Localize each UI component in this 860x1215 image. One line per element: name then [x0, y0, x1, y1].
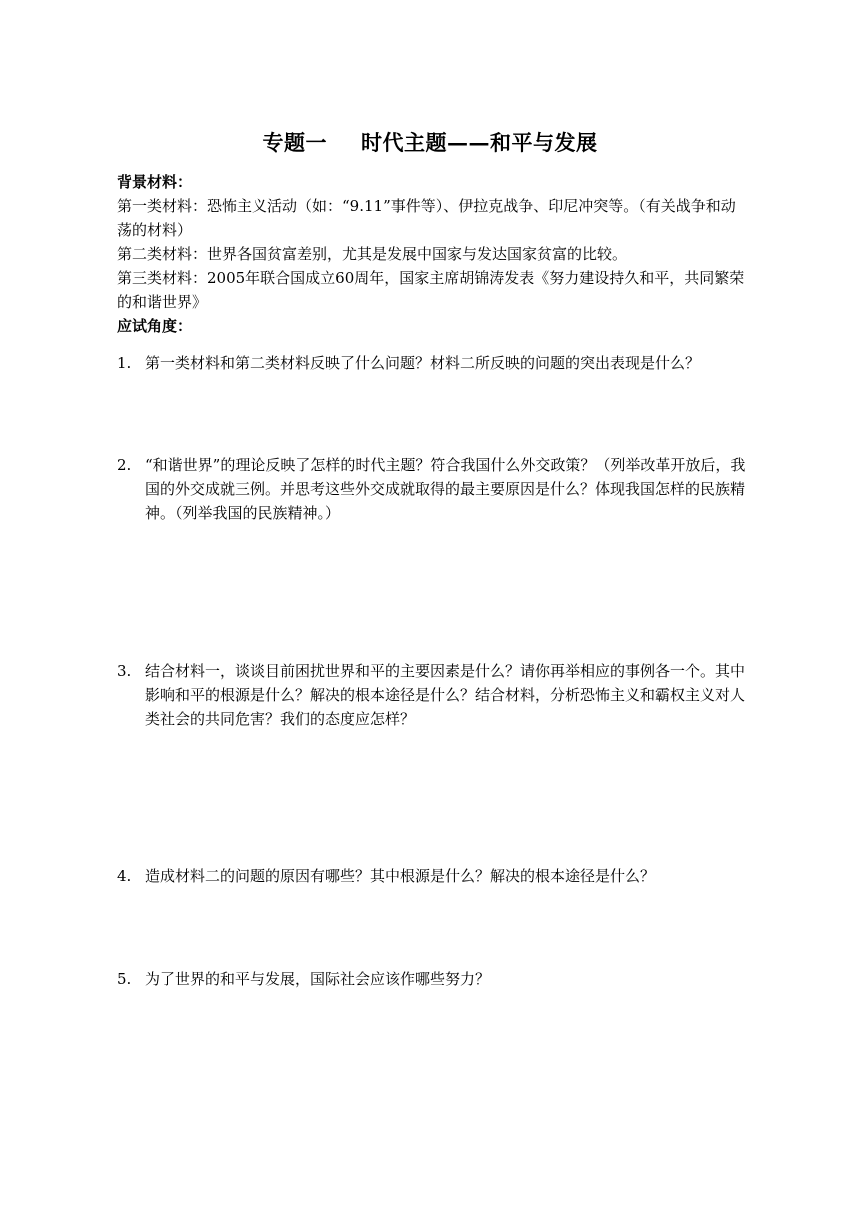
- title-topic-number: 专题一: [262, 130, 327, 155]
- question-number: 1.: [117, 354, 132, 372]
- question-item-4: [117, 864, 747, 888]
- background-section: [117, 170, 747, 338]
- question-number: 3.: [117, 662, 132, 680]
- background-heading: 背景材料：: [117, 173, 193, 191]
- question-text: 造成材料二的问题的原因有哪些？其中根源是什么？解决的根本途径是什么？: [145, 867, 656, 885]
- background-item-3: 第三类材料：2005年联合国成立60周年，国家主席胡锦涛发表《努力建设持久和平，共同繁荣的和谐世界》: [117, 269, 745, 311]
- question-text: 结合材料一，谈谈目前困扰世界和平的主要因素是什么？请你再举相应的事例各一个。其中影响和平的根源是什么？解决的根本途径是什么？结合材料，分析恐怖主义和霸权主义对人类社会的共同危害？我们的态度应怎样？: [145, 662, 746, 728]
- questions-heading: 应试角度：: [117, 317, 193, 335]
- question-number: 5.: [117, 970, 132, 988]
- title-topic-name: 时代主题——和平与发展: [361, 130, 598, 155]
- question-item-2: [117, 453, 747, 525]
- question-text: “和谐世界”的理论反映了怎样的时代主题？符合我国什么外交政策？（列举改革开放后，我国的外交成就三例。并思考这些外交成就取得的最主要原因是什么？体现我国怎样的民族精神。（列举我国的民族精神。）: [145, 456, 746, 522]
- question-text: 为了世界的和平与发展，国际社会应该作哪些努力？: [145, 970, 491, 988]
- question-number: 4.: [117, 867, 132, 885]
- background-item-2: 第二类材料：世界各国贫富差别，尤其是发展中国家与发达国家贫富的比较。: [117, 245, 628, 263]
- question-item-3: [117, 659, 747, 731]
- question-text: 第一类材料和第二类材料反映了什么问题？材料二所反映的问题的突出表现是什么？: [145, 354, 701, 372]
- background-item-1: 第一类材料：恐怖主义活动（如：“9.11”事件等）、伊拉克战争、印尼冲突等。（有关战争和动荡的材料）: [117, 197, 736, 239]
- question-number: 2.: [117, 456, 132, 474]
- page-title: [0, 128, 860, 158]
- question-item-5: [117, 967, 747, 991]
- question-item-1: [117, 351, 747, 375]
